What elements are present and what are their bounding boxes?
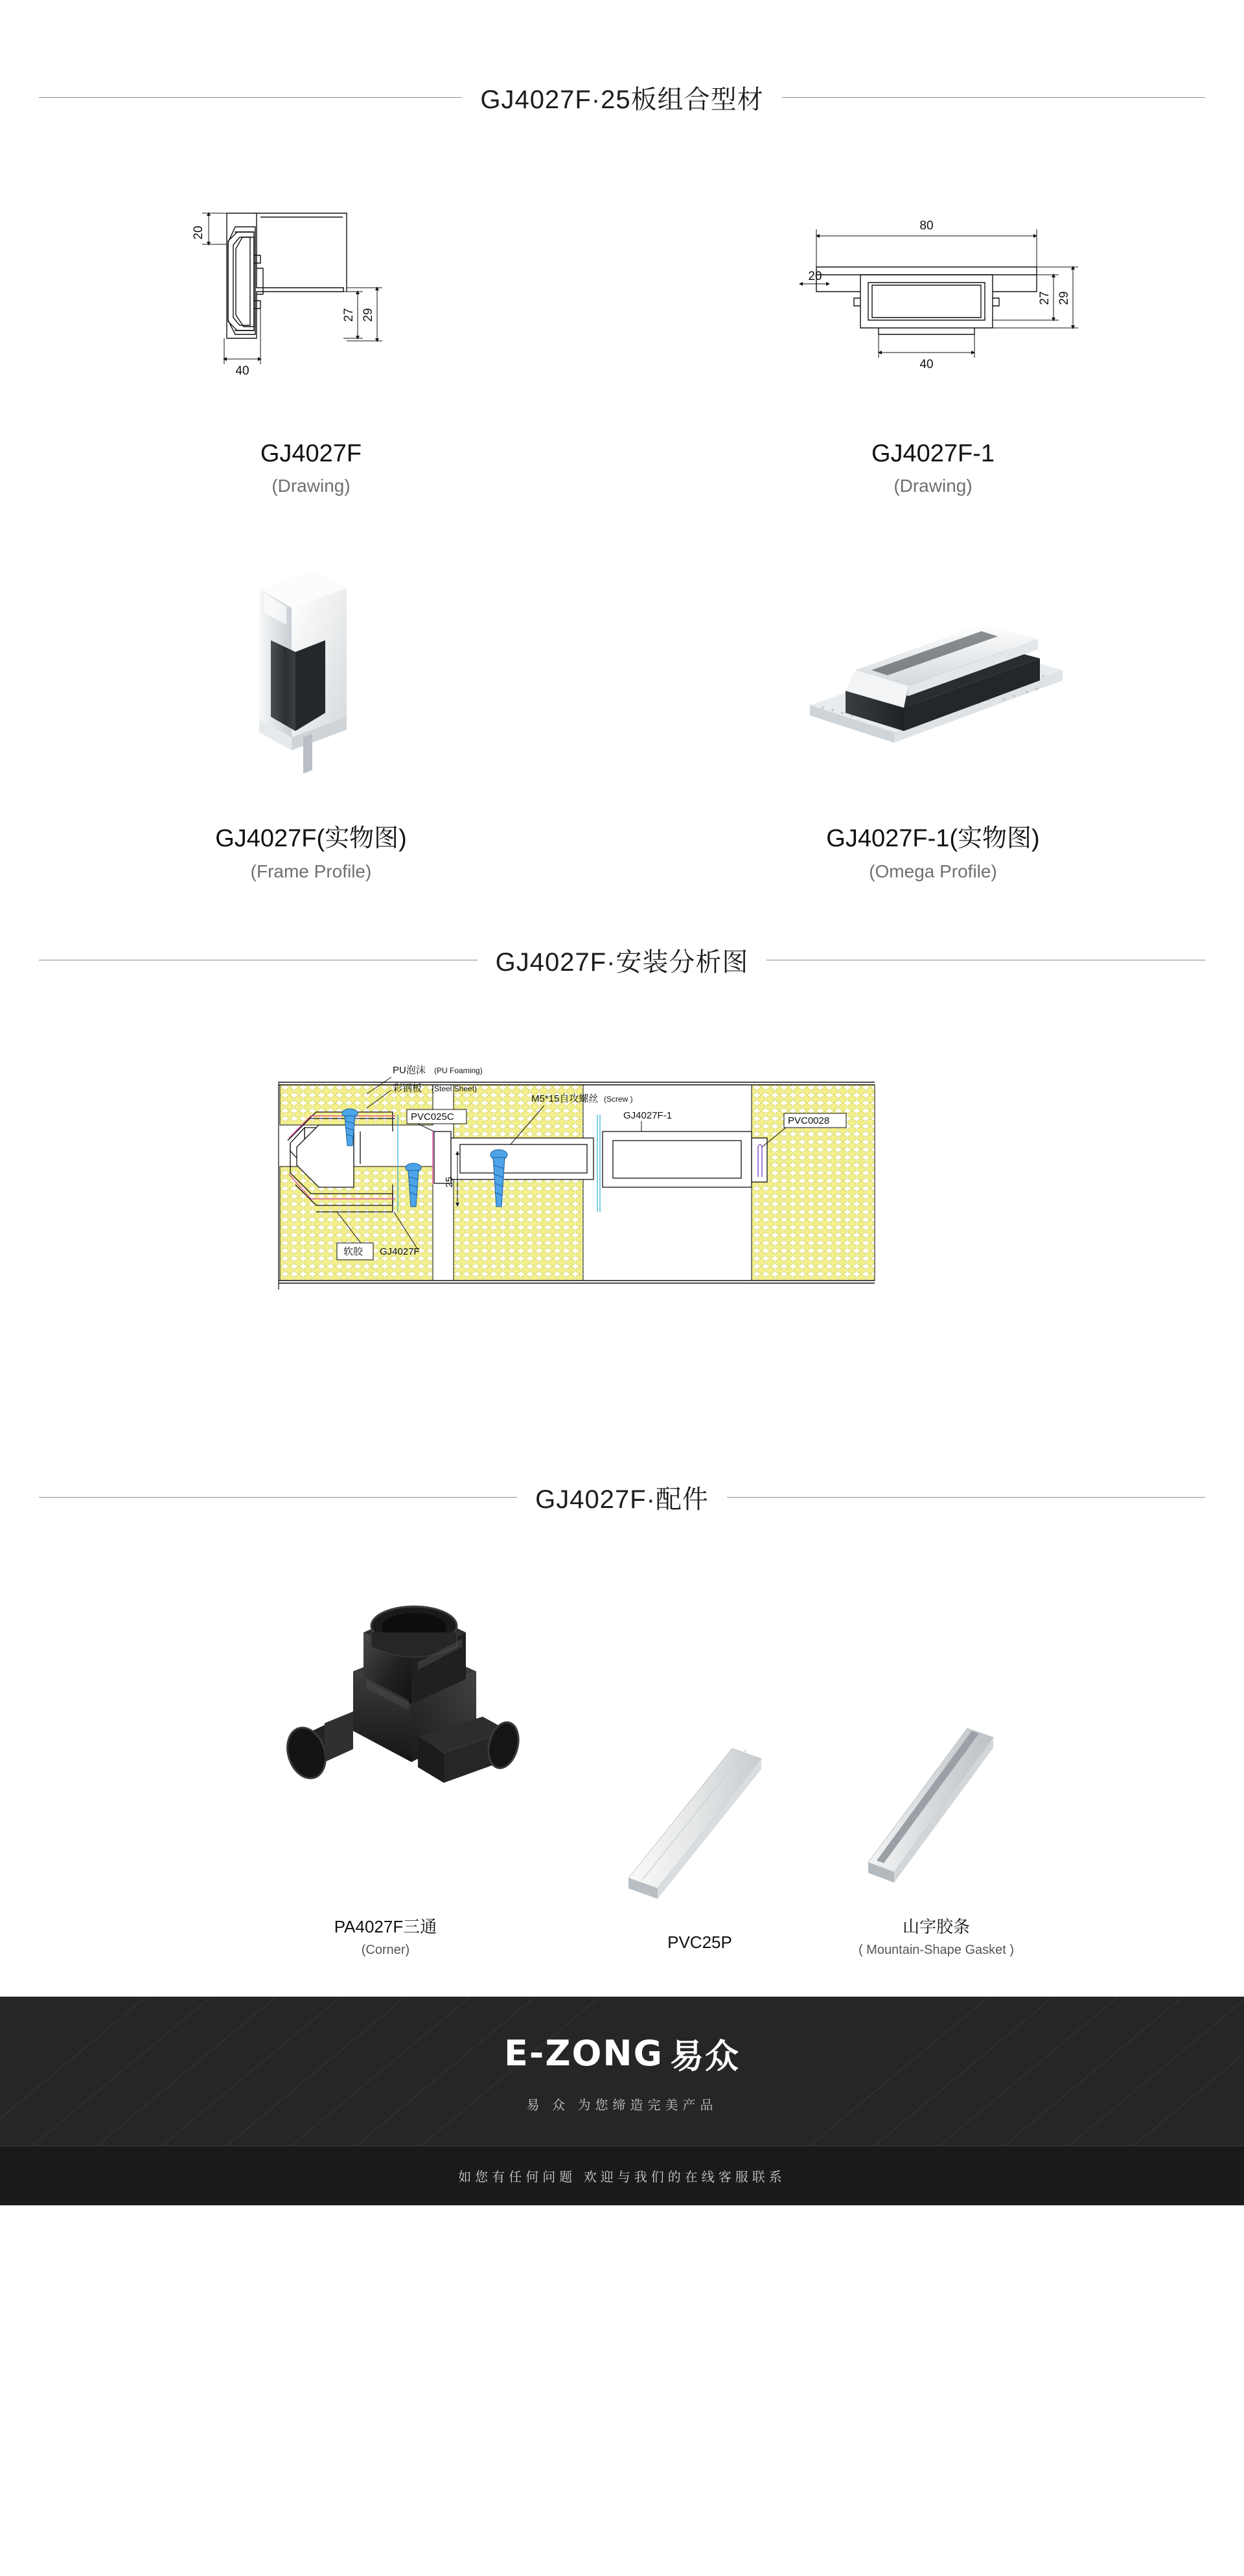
label-rubber: 软胶 [343,1246,363,1257]
dim-29: 29 [362,308,375,322]
label-pvc0028: PVC0028 [788,1115,830,1126]
footer-logo-cn: 易众 [669,2038,740,2076]
label-dim-25: 25 [444,1176,455,1188]
dim-27b: 27 [1038,291,1052,305]
rule-right [782,97,1205,98]
caption-photo-gj4027f-1: GJ4027F-1(实物图) [826,825,1040,852]
pvc25p-svg [603,1716,797,1923]
caption-gj4027f-1: GJ4027F-1 [871,440,995,467]
label-steel-en: (Steel Sheet) [432,1084,478,1093]
caption-sub-photo-gj4027f-1: (Omega Profile) [869,861,997,881]
photo-cell-omega-profile [622,530,1244,882]
accessory-sub-gasket: ( Mountain-Shape Gasket ) [858,1943,1015,1957]
dim-20b: 20 [808,270,822,283]
label-pu: PU泡沫 [393,1065,426,1076]
corner-connector-svg [204,1542,567,1905]
drawings-row [0,155,1244,496]
dim-20: 20 [192,226,205,240]
footer-logo-en: E-ZONG [504,2033,663,2074]
label-gj4027f: GJ4027F [380,1246,420,1257]
caption-photo-gj4027f: GJ4027F(实物图) [215,825,407,852]
install-diagram-svg [240,1017,1004,1419]
install-diagram [0,1017,1244,1419]
label-pu-en: (PU Foaming) [434,1066,483,1075]
accessory-name-corner: PA4027F三通 [334,1917,437,1936]
caption-sub-photo-gj4027f: (Frame Profile) [250,861,372,881]
drawing-gj4027f [0,155,622,434]
accessory-name-pvc25p: PVC25P [667,1932,732,1952]
footer-contact-text: 如您有任何问题 欢迎与我们的在线客服联系 [458,2170,786,2185]
drawing-cell-gj4027f [0,155,622,496]
section-header-install [0,942,1244,979]
label-gj4027f-1: GJ4027F-1 [623,1110,673,1121]
drawing-gj4027f-1-svg [752,165,1114,424]
dim-27: 27 [342,308,356,322]
caption-sub-gj4027f: (Drawing) [271,476,351,496]
photo-gj4027f-1 [622,530,1244,815]
product-spec-page [0,79,1244,2205]
caption-gj4027f: GJ4027F [260,440,362,467]
accessory-corner [178,1542,593,1958]
gasket-svg [839,1697,1033,1905]
section-title-install: GJ4027F·安装分析图 [495,948,749,977]
dim-40b: 40 [919,358,934,371]
drawing-gj4027f-1 [622,155,1244,434]
rule-right-3 [727,1497,1205,1498]
label-screw-en: (Screw ) [604,1095,633,1104]
accessory-pvc25p [593,1716,807,1958]
photo-gj4027f-svg [175,543,447,802]
accessory-gasket [807,1697,1066,1958]
accessory-corner-image [204,1542,567,1905]
photo-cell-frame-profile [0,530,622,882]
photo-gj4027f-1-svg [784,543,1082,802]
accessory-pvc25p-image [603,1716,797,1923]
accessories-row [0,1542,1244,1958]
footer-contact-bar [0,2146,1244,2205]
label-screw: M5*15自攻螺丝 [531,1093,599,1104]
photo-gj4027f [0,530,622,815]
drawing-cell-gj4027f-1 [622,155,1244,496]
section-title-accessories: GJ4027F·配件 [535,1485,709,1514]
section-header-profiles [0,79,1244,116]
dim-40: 40 [235,364,249,378]
accessory-gasket-image [839,1697,1033,1905]
rule-left [39,97,462,98]
label-steel: 彩钢板 [393,1083,422,1094]
footer-logo [504,2029,740,2078]
drawing-gj4027f-svg [130,165,492,424]
dim-29b: 29 [1057,291,1071,305]
footer-slogan: 易 众 为您缔造完美产品 [526,2098,718,2113]
accessory-sub-corner: (Corner) [361,1943,410,1957]
caption-sub-gj4027f-1: (Drawing) [893,476,973,496]
label-pvc025c: PVC025C [411,1111,454,1122]
section-title-profiles: GJ4027F·25板组合型材 [480,86,764,114]
section-header-accessories [0,1479,1244,1516]
rule-left-3 [39,1497,517,1498]
footer-brand [0,1997,1244,2146]
dim-80: 80 [919,219,934,233]
photos-row [0,530,1244,882]
accessory-name-gasket: 山字胶条 [902,1917,970,1936]
